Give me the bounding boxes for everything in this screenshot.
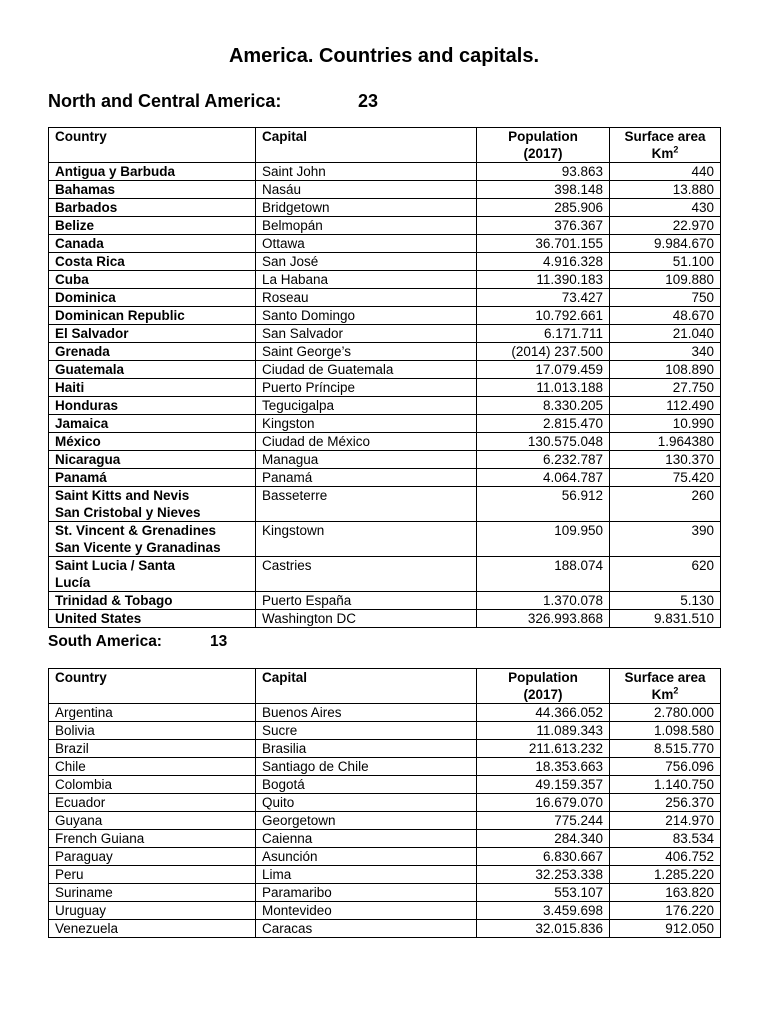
country-name-alt: San Cristobal y Nieves — [55, 505, 201, 520]
column-header-population — [477, 128, 610, 163]
country-name: Bolivia — [55, 723, 95, 738]
surface-cell: 1.964380 — [610, 433, 721, 451]
country-cell — [49, 776, 256, 794]
population-cell: 6.232.787 — [477, 451, 610, 469]
population-cell: 284.340 — [477, 830, 610, 848]
surface-cell: 112.490 — [610, 397, 721, 415]
capital-cell: Nasáu — [256, 181, 477, 199]
column-header-surface — [610, 669, 721, 704]
country-name: Panamá — [55, 470, 107, 485]
country-name: Cuba — [55, 272, 89, 287]
table-row — [49, 866, 721, 884]
country-cell — [49, 812, 256, 830]
capital-cell: Basseterre — [256, 487, 477, 522]
table-row — [49, 433, 721, 451]
country-cell — [49, 557, 256, 592]
column-header-capital: Capital — [256, 669, 477, 704]
table-row — [49, 235, 721, 253]
table-row — [49, 794, 721, 812]
south-count: 13 — [210, 633, 228, 650]
capital-cell: Caracas — [256, 920, 477, 938]
country-name: El Salvador — [55, 326, 129, 341]
population-cell: 32.015.836 — [477, 920, 610, 938]
country-cell — [49, 610, 256, 628]
capital-cell: La Habana — [256, 271, 477, 289]
surface-cell: 130.370 — [610, 451, 721, 469]
table-row — [49, 758, 721, 776]
table-row — [49, 920, 721, 938]
table-row — [49, 181, 721, 199]
south-heading — [48, 633, 228, 651]
column-header-surface — [610, 128, 721, 163]
country-cell — [49, 379, 256, 397]
population-cell: 56.912 — [477, 487, 610, 522]
column-header-country: Country — [49, 128, 256, 163]
north-central-table-body — [49, 163, 721, 628]
country-name: Uruguay — [55, 903, 107, 918]
country-name: Saint Kitts and Nevis — [55, 488, 190, 503]
surface-cell: 13.880 — [610, 181, 721, 199]
capital-cell: Kingston — [256, 415, 477, 433]
table-row — [49, 522, 721, 557]
capital-cell: Bogotá — [256, 776, 477, 794]
population-cell: 2.815.470 — [477, 415, 610, 433]
country-cell — [49, 253, 256, 271]
table-row — [49, 307, 721, 325]
population-cell: (2014) 237.500 — [477, 343, 610, 361]
table-row — [49, 361, 721, 379]
country-name: Brazil — [55, 741, 89, 756]
capital-cell: Santiago de Chile — [256, 758, 477, 776]
capital-cell: Lima — [256, 866, 477, 884]
north-central-heading-label: North and Central America: — [48, 91, 282, 111]
surface-cell: 22.970 — [610, 217, 721, 235]
country-name: Nicaragua — [55, 452, 121, 467]
column-header-surface-line2: Km — [651, 687, 674, 702]
country-cell — [49, 181, 256, 199]
capital-cell: Managua — [256, 451, 477, 469]
country-cell — [49, 794, 256, 812]
column-header-surface-sup: 2 — [673, 144, 679, 155]
table-row — [49, 217, 721, 235]
country-name-alt: San Vicente y Granadinas — [55, 540, 221, 555]
country-cell — [49, 902, 256, 920]
table-row — [49, 848, 721, 866]
surface-cell: 214.970 — [610, 812, 721, 830]
country-name: Costa Rica — [55, 254, 125, 269]
column-header-surface-sup: 2 — [673, 685, 679, 696]
country-name: United States — [55, 611, 142, 626]
country-name: Saint Lucia / Santa — [55, 558, 176, 573]
column-header-capital: Capital — [256, 128, 477, 163]
country-name: St. Vincent & Grenadines — [55, 523, 217, 538]
country-cell — [49, 217, 256, 235]
population-cell: 16.679.070 — [477, 794, 610, 812]
population-cell: 49.159.357 — [477, 776, 610, 794]
surface-cell: 756.096 — [610, 758, 721, 776]
surface-cell: 21.040 — [610, 325, 721, 343]
table-row — [49, 415, 721, 433]
surface-cell: 1.140.750 — [610, 776, 721, 794]
capital-cell: Panamá — [256, 469, 477, 487]
population-cell: 4.064.787 — [477, 469, 610, 487]
population-cell: 6.171.711 — [477, 325, 610, 343]
country-name: Honduras — [55, 398, 119, 413]
table-row — [49, 776, 721, 794]
country-name: Guatemala — [55, 362, 125, 377]
population-cell: 44.366.052 — [477, 704, 610, 722]
population-cell: 553.107 — [477, 884, 610, 902]
population-cell: 93.863 — [477, 163, 610, 181]
capital-cell: Paramaribo — [256, 884, 477, 902]
surface-cell: 163.820 — [610, 884, 721, 902]
country-name: Bahamas — [55, 182, 116, 197]
population-cell: 32.253.338 — [477, 866, 610, 884]
surface-cell: 109.880 — [610, 271, 721, 289]
population-cell: 11.013.188 — [477, 379, 610, 397]
surface-cell: 51.100 — [610, 253, 721, 271]
table-row — [49, 722, 721, 740]
capital-cell: Roseau — [256, 289, 477, 307]
country-cell — [49, 704, 256, 722]
population-cell: 73.427 — [477, 289, 610, 307]
column-header-surface-line1: Surface area — [624, 670, 706, 685]
table-header-row — [49, 669, 721, 704]
surface-cell: 390 — [610, 522, 721, 557]
column-header-population-line1: Population — [508, 670, 578, 685]
population-cell: 8.330.205 — [477, 397, 610, 415]
surface-cell: 620 — [610, 557, 721, 592]
capital-cell: Saint John — [256, 163, 477, 181]
surface-cell: 912.050 — [610, 920, 721, 938]
capital-cell: Sucre — [256, 722, 477, 740]
country-name: Barbados — [55, 200, 118, 215]
population-cell: 326.993.868 — [477, 610, 610, 628]
population-cell: 3.459.698 — [477, 902, 610, 920]
population-cell: 4.916.328 — [477, 253, 610, 271]
population-cell: 18.353.663 — [477, 758, 610, 776]
table-row — [49, 830, 721, 848]
surface-cell: 10.990 — [610, 415, 721, 433]
surface-cell: 27.750 — [610, 379, 721, 397]
surface-cell: 75.420 — [610, 469, 721, 487]
south-table-body — [49, 704, 721, 938]
capital-cell: Quito — [256, 794, 477, 812]
country-cell — [49, 199, 256, 217]
capital-cell: Buenos Aires — [256, 704, 477, 722]
surface-cell: 406.752 — [610, 848, 721, 866]
capital-cell: Caienna — [256, 830, 477, 848]
country-cell — [49, 325, 256, 343]
population-cell: 376.367 — [477, 217, 610, 235]
country-name: Trinidad & Tobago — [55, 593, 173, 608]
surface-cell: 48.670 — [610, 307, 721, 325]
table-row — [49, 325, 721, 343]
capital-cell: Belmopán — [256, 217, 477, 235]
country-cell — [49, 722, 256, 740]
country-name: Venezuela — [55, 921, 119, 936]
column-header-surface-line2: Km — [651, 146, 674, 161]
surface-cell: 1.098.580 — [610, 722, 721, 740]
table-row — [49, 343, 721, 361]
country-cell — [49, 830, 256, 848]
country-cell — [49, 522, 256, 557]
surface-cell: 9.831.510 — [610, 610, 721, 628]
table-row — [49, 163, 721, 181]
country-cell — [49, 451, 256, 469]
country-cell — [49, 415, 256, 433]
table-row — [49, 397, 721, 415]
capital-cell: Bridgetown — [256, 199, 477, 217]
table-header-row — [49, 128, 721, 163]
country-name: Jamaica — [55, 416, 109, 431]
population-cell: 11.390.183 — [477, 271, 610, 289]
country-name: Belize — [55, 218, 95, 233]
column-header-population — [477, 669, 610, 704]
population-cell: 11.089.343 — [477, 722, 610, 740]
country-cell — [49, 235, 256, 253]
country-name: Peru — [55, 867, 84, 882]
surface-cell: 2.780.000 — [610, 704, 721, 722]
country-name: Paraguay — [55, 849, 113, 864]
population-cell: 109.950 — [477, 522, 610, 557]
table-row — [49, 610, 721, 628]
surface-cell: 108.890 — [610, 361, 721, 379]
country-cell — [49, 163, 256, 181]
surface-cell: 5.130 — [610, 592, 721, 610]
surface-cell: 176.220 — [610, 902, 721, 920]
capital-cell: Montevideo — [256, 902, 477, 920]
north-central-count: 23 — [358, 91, 379, 111]
country-name: Colombia — [55, 777, 113, 792]
country-name: Haiti — [55, 380, 85, 395]
country-name: México — [55, 434, 101, 449]
population-cell: 211.613.232 — [477, 740, 610, 758]
column-header-population-line1: Population — [508, 129, 578, 144]
country-name: Grenada — [55, 344, 110, 359]
capital-cell: Georgetown — [256, 812, 477, 830]
column-header-surface-line1: Surface area — [624, 129, 706, 144]
capital-cell: Washington DC — [256, 610, 477, 628]
column-header-population-line2: (2017) — [523, 687, 563, 702]
capital-cell: Ciudad de Guatemala — [256, 361, 477, 379]
country-cell — [49, 866, 256, 884]
table-row — [49, 557, 721, 592]
surface-cell: 8.515.770 — [610, 740, 721, 758]
surface-cell: 260 — [610, 487, 721, 522]
surface-cell: 83.534 — [610, 830, 721, 848]
country-cell — [49, 848, 256, 866]
table-row — [49, 289, 721, 307]
country-cell — [49, 361, 256, 379]
table-row — [49, 592, 721, 610]
capital-cell: Asunción — [256, 848, 477, 866]
table-row — [49, 884, 721, 902]
country-name: Dominican Republic — [55, 308, 185, 323]
country-name: Guyana — [55, 813, 103, 828]
country-name: Suriname — [55, 885, 113, 900]
table-row — [49, 199, 721, 217]
population-cell: 17.079.459 — [477, 361, 610, 379]
country-cell — [49, 433, 256, 451]
table-row — [49, 812, 721, 830]
country-cell — [49, 271, 256, 289]
south-heading-label: South America: — [48, 633, 162, 650]
table-row — [49, 740, 721, 758]
surface-cell: 750 — [610, 289, 721, 307]
population-cell: 130.575.048 — [477, 433, 610, 451]
country-cell — [49, 884, 256, 902]
country-cell — [49, 469, 256, 487]
capital-cell: Saint George’s — [256, 343, 477, 361]
capital-cell: Castries — [256, 557, 477, 592]
country-name: French Guiana — [55, 831, 145, 846]
capital-cell: San Salvador — [256, 325, 477, 343]
country-cell — [49, 740, 256, 758]
country-cell — [49, 397, 256, 415]
population-cell: 6.830.667 — [477, 848, 610, 866]
country-name: Dominica — [55, 290, 116, 305]
surface-cell: 440 — [610, 163, 721, 181]
table-row — [49, 469, 721, 487]
surface-cell: 340 — [610, 343, 721, 361]
surface-cell: 9.984.670 — [610, 235, 721, 253]
country-name-alt: Lucía — [55, 575, 91, 590]
column-header-population-line2: (2017) — [523, 146, 563, 161]
population-cell: 398.148 — [477, 181, 610, 199]
population-cell: 775.244 — [477, 812, 610, 830]
north-central-heading — [48, 91, 379, 112]
population-cell: 1.370.078 — [477, 592, 610, 610]
surface-cell: 430 — [610, 199, 721, 217]
surface-cell: 1.285.220 — [610, 866, 721, 884]
capital-cell: Tegucigalpa — [256, 397, 477, 415]
capital-cell: Ciudad de México — [256, 433, 477, 451]
country-name: Argentina — [55, 705, 113, 720]
population-cell: 285.906 — [477, 199, 610, 217]
capital-cell: Ottawa — [256, 235, 477, 253]
table-row — [49, 271, 721, 289]
capital-cell: Puerto Príncipe — [256, 379, 477, 397]
table-row — [49, 253, 721, 271]
capital-cell: San José — [256, 253, 477, 271]
table-row — [49, 902, 721, 920]
capital-cell: Kingstown — [256, 522, 477, 557]
capital-cell: Puerto España — [256, 592, 477, 610]
table-row — [49, 487, 721, 522]
population-cell: 10.792.661 — [477, 307, 610, 325]
country-cell — [49, 592, 256, 610]
table-row — [49, 451, 721, 469]
table-row — [49, 704, 721, 722]
country-cell — [49, 758, 256, 776]
column-header-country: Country — [49, 669, 256, 704]
capital-cell: Brasilia — [256, 740, 477, 758]
country-cell — [49, 343, 256, 361]
south-table — [48, 668, 721, 938]
page-title: America. Countries and capitals. — [228, 45, 540, 67]
population-cell: 36.701.155 — [477, 235, 610, 253]
country-name: Ecuador — [55, 795, 106, 810]
capital-cell: Santo Domingo — [256, 307, 477, 325]
country-name: Canada — [55, 236, 104, 251]
population-cell: 188.074 — [477, 557, 610, 592]
country-name: Chile — [55, 759, 86, 774]
country-cell — [49, 487, 256, 522]
surface-cell: 256.370 — [610, 794, 721, 812]
table-row — [49, 379, 721, 397]
country-cell — [49, 920, 256, 938]
country-cell — [49, 289, 256, 307]
country-name: Antigua y Barbuda — [55, 164, 176, 179]
country-cell — [49, 307, 256, 325]
north-central-table — [48, 127, 721, 628]
